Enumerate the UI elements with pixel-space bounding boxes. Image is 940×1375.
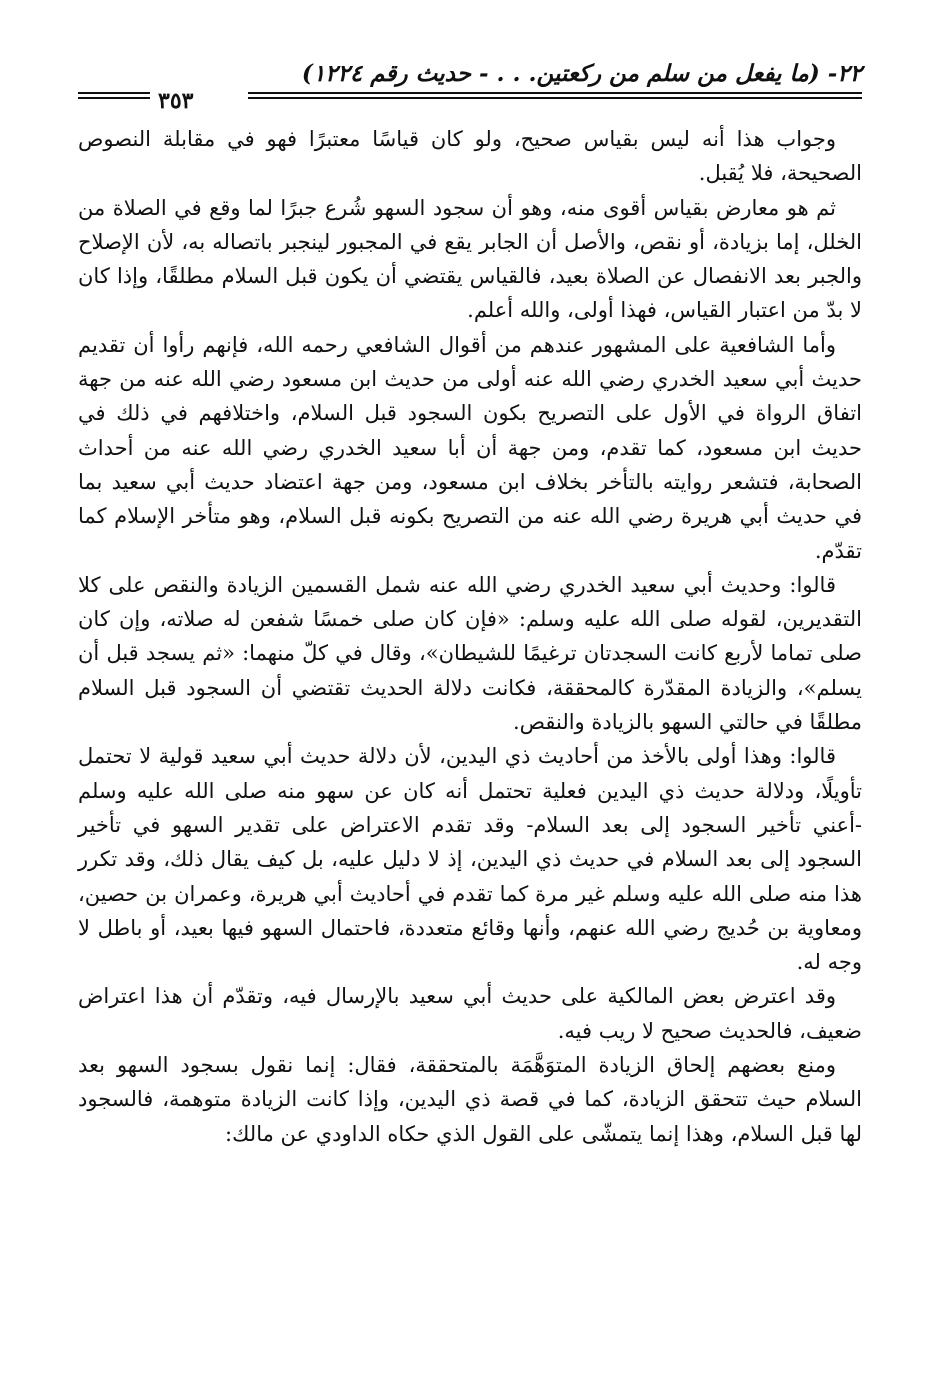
paragraph: وجواب هذا أنه ليس بقياس صحيح، ولو كان قياسًا معتبرًا فهو في مقابلة النصوص الصحيحة، فلا يُقبل.: [78, 127, 862, 186]
running-title: ٢٢- (ما يفعل من سلم من ركعتين. . . - حديث رقم ١٢٢٤): [301, 60, 862, 87]
paragraph: قالوا: وحديث أبي سعيد الخدري رضي الله عنه شمل القسمين الزيادة والنقص على كلا التقديرين، لقوله صلى الله عليه وسلم: «فإن كان صلى خمسًا شفعن له صلاته، وإن كان صلى تماما لأربع كانت السجدتان ترغيمًا للشيطان»، وقال في كلّ منهما: «ثم يسجد قبل أن يسلم»، والزيادة المقدّرة كالمحققة، فكانت دلالة الحديث تقتضي أن السجود قبل السلام مطلقًا في حالتي السهو بالزيادة والنقص.: [78, 572, 863, 735]
paragraph: وأما الشافعية على المشهور عندهم من أقوال الشافعي رحمه الله، فإنهم رأوا أن تقديم حديث أبي سعيد الخدري رضي الله عنه أولى من حديث ابن مسعود رضي الله عنه من جهة اتفاق الرواة في الأول على التصريح بكون السجود قبل السلام، واختلافهم في ذلك في حديث ابن مسعود، كما تقدم، ومن جهة أن أبا سعيد الخدري رضي الله عنه من أحداث الصحابة، فتشعر روايته بالتأخر بخلاف ابن مسعود، ومن جهة اعتضاد حديث أبي سعيد بما في حديث أبي هريرة رضي الله عنه من التصريح بكونه قبل السلام، وهو متأخر الإسلام كما تقدّم.: [78, 332, 862, 563]
paragraph: وقد اعترض بعض المالكية على حديث أبي سعيد بالإرسال فيه، وتقدّم أن هذا اعتراض ضعيف، فالحديث صحيح لا ريب فيه.: [78, 984, 862, 1043]
header-rule-right: [248, 92, 862, 99]
paragraph: ومنع بعضهم إلحاق الزيادة المتوَهَّمَة بالمتحققة، فقال: إنما نقول بسجود السهو بعد السلام حيث تتحقق الزيادة، كما في قصة ذي اليدين، وإذا كانت الزيادة متوهمة، فالسجود لها قبل السلام، وهذا إنما يتمشّى على القول الذي حكاه الداودي عن مالك:: [78, 1053, 862, 1146]
paragraph: قالوا: وهذا أولى بالأخذ من أحاديث ذي اليدين، لأن دلالة حديث أبي سعيد قولية لا تحتمل تأويلًا، ودلالة حديث ذي اليدين فعلية تحتمل أنه كان عن سهو منه صلى الله عليه وسلم -أعني تأخير السجود إلى بعد السلام- وقد تقدم الاعتراض على تقدير السهو في تأخير السجود إلى بعد السلام في حديث ذي اليدين، إذ لا دليل عليه، بل كيف يقال ذلك، وقد تكرر هذا منه صلى الله عليه وسلم غير مرة كما تقدم في أحاديث أبي هريرة، وعمران بن حصين، ومعاوية بن حُديج رضي الله عنهم، وأنها وقائع متعددة، فاحتمال السهو فيها بعيد، أو باطل لا وجه له.: [78, 744, 862, 975]
paragraph: ثم هو معارض بقياس أقوى منه، وهو أن سجود السهو شُرع جبرًا لما وقع في الصلاة من الخلل، إما بزيادة، أو نقص، والأصل أن الجابر يقع في المجبور لينجبر باتصاله به، لأن الإصلاح والجبر بعد الانفصال عن الصلاة بعيد، فالقياس يقتضي أن يكون قبل السلام مطلقًا، وإذا كان لا بدّ من اعتبار القياس، فهذا أولى، والله أعلم.: [78, 195, 862, 323]
header-rule-left: [78, 92, 150, 99]
body-text: [78, 122, 862, 1151]
page-number: ٣٥٣: [158, 88, 194, 114]
page-header: [78, 52, 862, 114]
